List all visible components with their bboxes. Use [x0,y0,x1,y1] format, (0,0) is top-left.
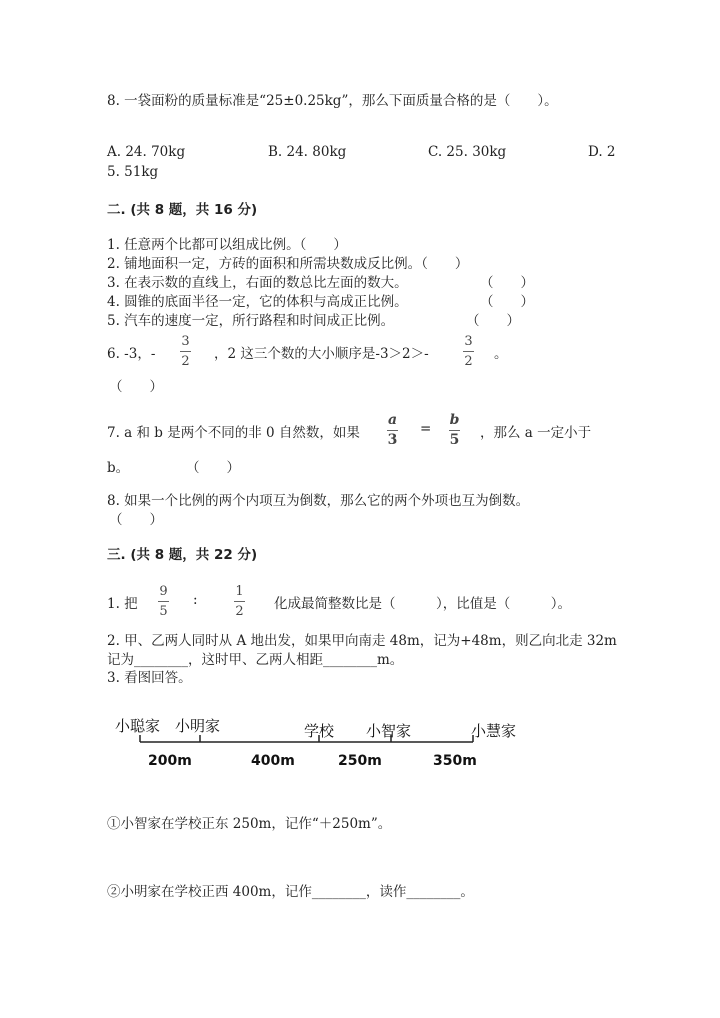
sub-question-1: ①小智家在学校正东 250m，记作“＋250m”。 [107,816,392,832]
tf-item-8: 8. 如果一个比例的两个内项互为倒数，那么它的两个外项也互为倒数。 [107,493,530,509]
tf-item-4-paren: （ ） [480,294,534,310]
fill-item-2-line1: 2. 甲、乙两人同时从 A 地出发，如果甲向南走 48m，记为+48m，则乙向北走 32m [107,633,617,649]
fraction-numerator: 1 [235,584,244,599]
fraction-denominator: 2 [235,604,244,619]
fraction-numerator: b [449,412,460,428]
section-2-title: 二. (共 8 题，共 16 分) [107,202,258,218]
tf-item-6-paren: （ ） [109,379,163,395]
fill-item-3: 3. 看图回答。 [107,670,192,686]
tf-item-5-paren: （ ） [466,313,520,329]
tf-item-7-line2: b。 [107,460,130,476]
tf-item-6-suffix: 。 [494,346,508,362]
section-3-title: 三. (共 8 题，共 22 分) [107,547,258,563]
distance-250m: 250m [338,753,382,769]
fraction-numerator: 9 [159,584,168,599]
distance-400m: 400m [251,753,295,769]
tf-item-8-paren: （ ） [109,512,163,528]
fraction-a-over-3 [387,413,398,448]
fraction-numerator: 3 [181,334,190,349]
label-xiaoming-home: 小明家 [175,717,221,735]
fraction-b-over-5 [449,413,460,448]
fraction-numerator: 3 [464,334,473,349]
fraction-nine-fifths [158,584,169,619]
fraction-bar [234,601,245,602]
fraction-bar [449,430,460,431]
fraction-three-halves-1 [180,334,191,369]
option-b: B. 24. 80kg [268,144,347,160]
tf-item-4: 4. 圆锥的底面半径一定，它的体积与高成正比例。 [107,294,408,310]
fraction-denominator: 2 [181,354,190,369]
sub-question-2: ②小明家在学校正西 400m，记作________，读作________。 [107,884,474,900]
fill-item-1-prefix: 1. 把 [107,596,138,612]
fill-item-2-line2: 记为________，这时甲、乙两人相距________m。 [107,652,404,668]
tf-item-3: 3. 在表示数的直线上，右面的数总比左面的数大。 [107,275,408,291]
fraction-bar [463,351,474,352]
tf-item-5: 5. 汽车的速度一定，所行路程和时间成正比例。 [107,313,395,329]
fraction-one-half [234,584,245,619]
fraction-three-halves-2 [463,334,474,369]
distance-number-line [108,712,528,774]
label-xiaocong-home: 小聪家 [115,717,161,735]
fraction-bar [180,351,191,352]
label-school: 学校 [304,722,335,740]
fraction-denominator: 3 [387,432,398,448]
tf-item-1: 1. 任意两个比都可以组成比例。（ ） [107,237,347,253]
equals-sign: = [420,421,432,437]
fraction-denominator: 5 [449,432,460,448]
tf-item-6-middle: ，2 这三个数的大小顺序是-3＞2＞- [214,346,429,362]
distance-200m: 200m [148,753,192,769]
tf-item-7-prefix: 7. a 和 b 是两个不同的非 0 自然数，如果 [107,425,360,441]
question-8-stem: 8. 一袋面粉的质量标准是“25±0.25kg”，那么下面质量合格的是（ ）。 [107,93,558,109]
tf-item-6-prefix: 6. -3，- [107,346,156,362]
tf-item-7-paren: （ ） [186,460,240,476]
tf-item-2: 2. 铺地面积一定，方砖的面积和所需块数成反比例。（ ） [107,256,469,272]
option-d-continued: 5. 51kg [107,164,159,180]
ratio-colon: : [193,592,198,608]
tf-item-7-suffix: ，那么 a 一定小于 [480,425,592,441]
distance-350m: 350m [433,753,477,769]
fraction-denominator: 2 [464,354,473,369]
tf-item-3-paren: （ ） [480,275,534,291]
option-a: A. 24. 70kg [107,144,186,160]
option-c: C. 25. 30kg [428,144,507,160]
fill-item-1-suffix: 化成最简整数比是（ ），比值是（ ）。 [274,596,571,612]
label-xiaozhi-home: 小智家 [366,722,412,740]
fraction-bar [158,601,169,602]
option-d: D. 2 [588,144,616,160]
label-xiaohui-home: 小慧家 [471,722,517,740]
fraction-numerator: a [387,412,398,428]
fraction-denominator: 5 [159,604,168,619]
fraction-bar [387,430,398,431]
